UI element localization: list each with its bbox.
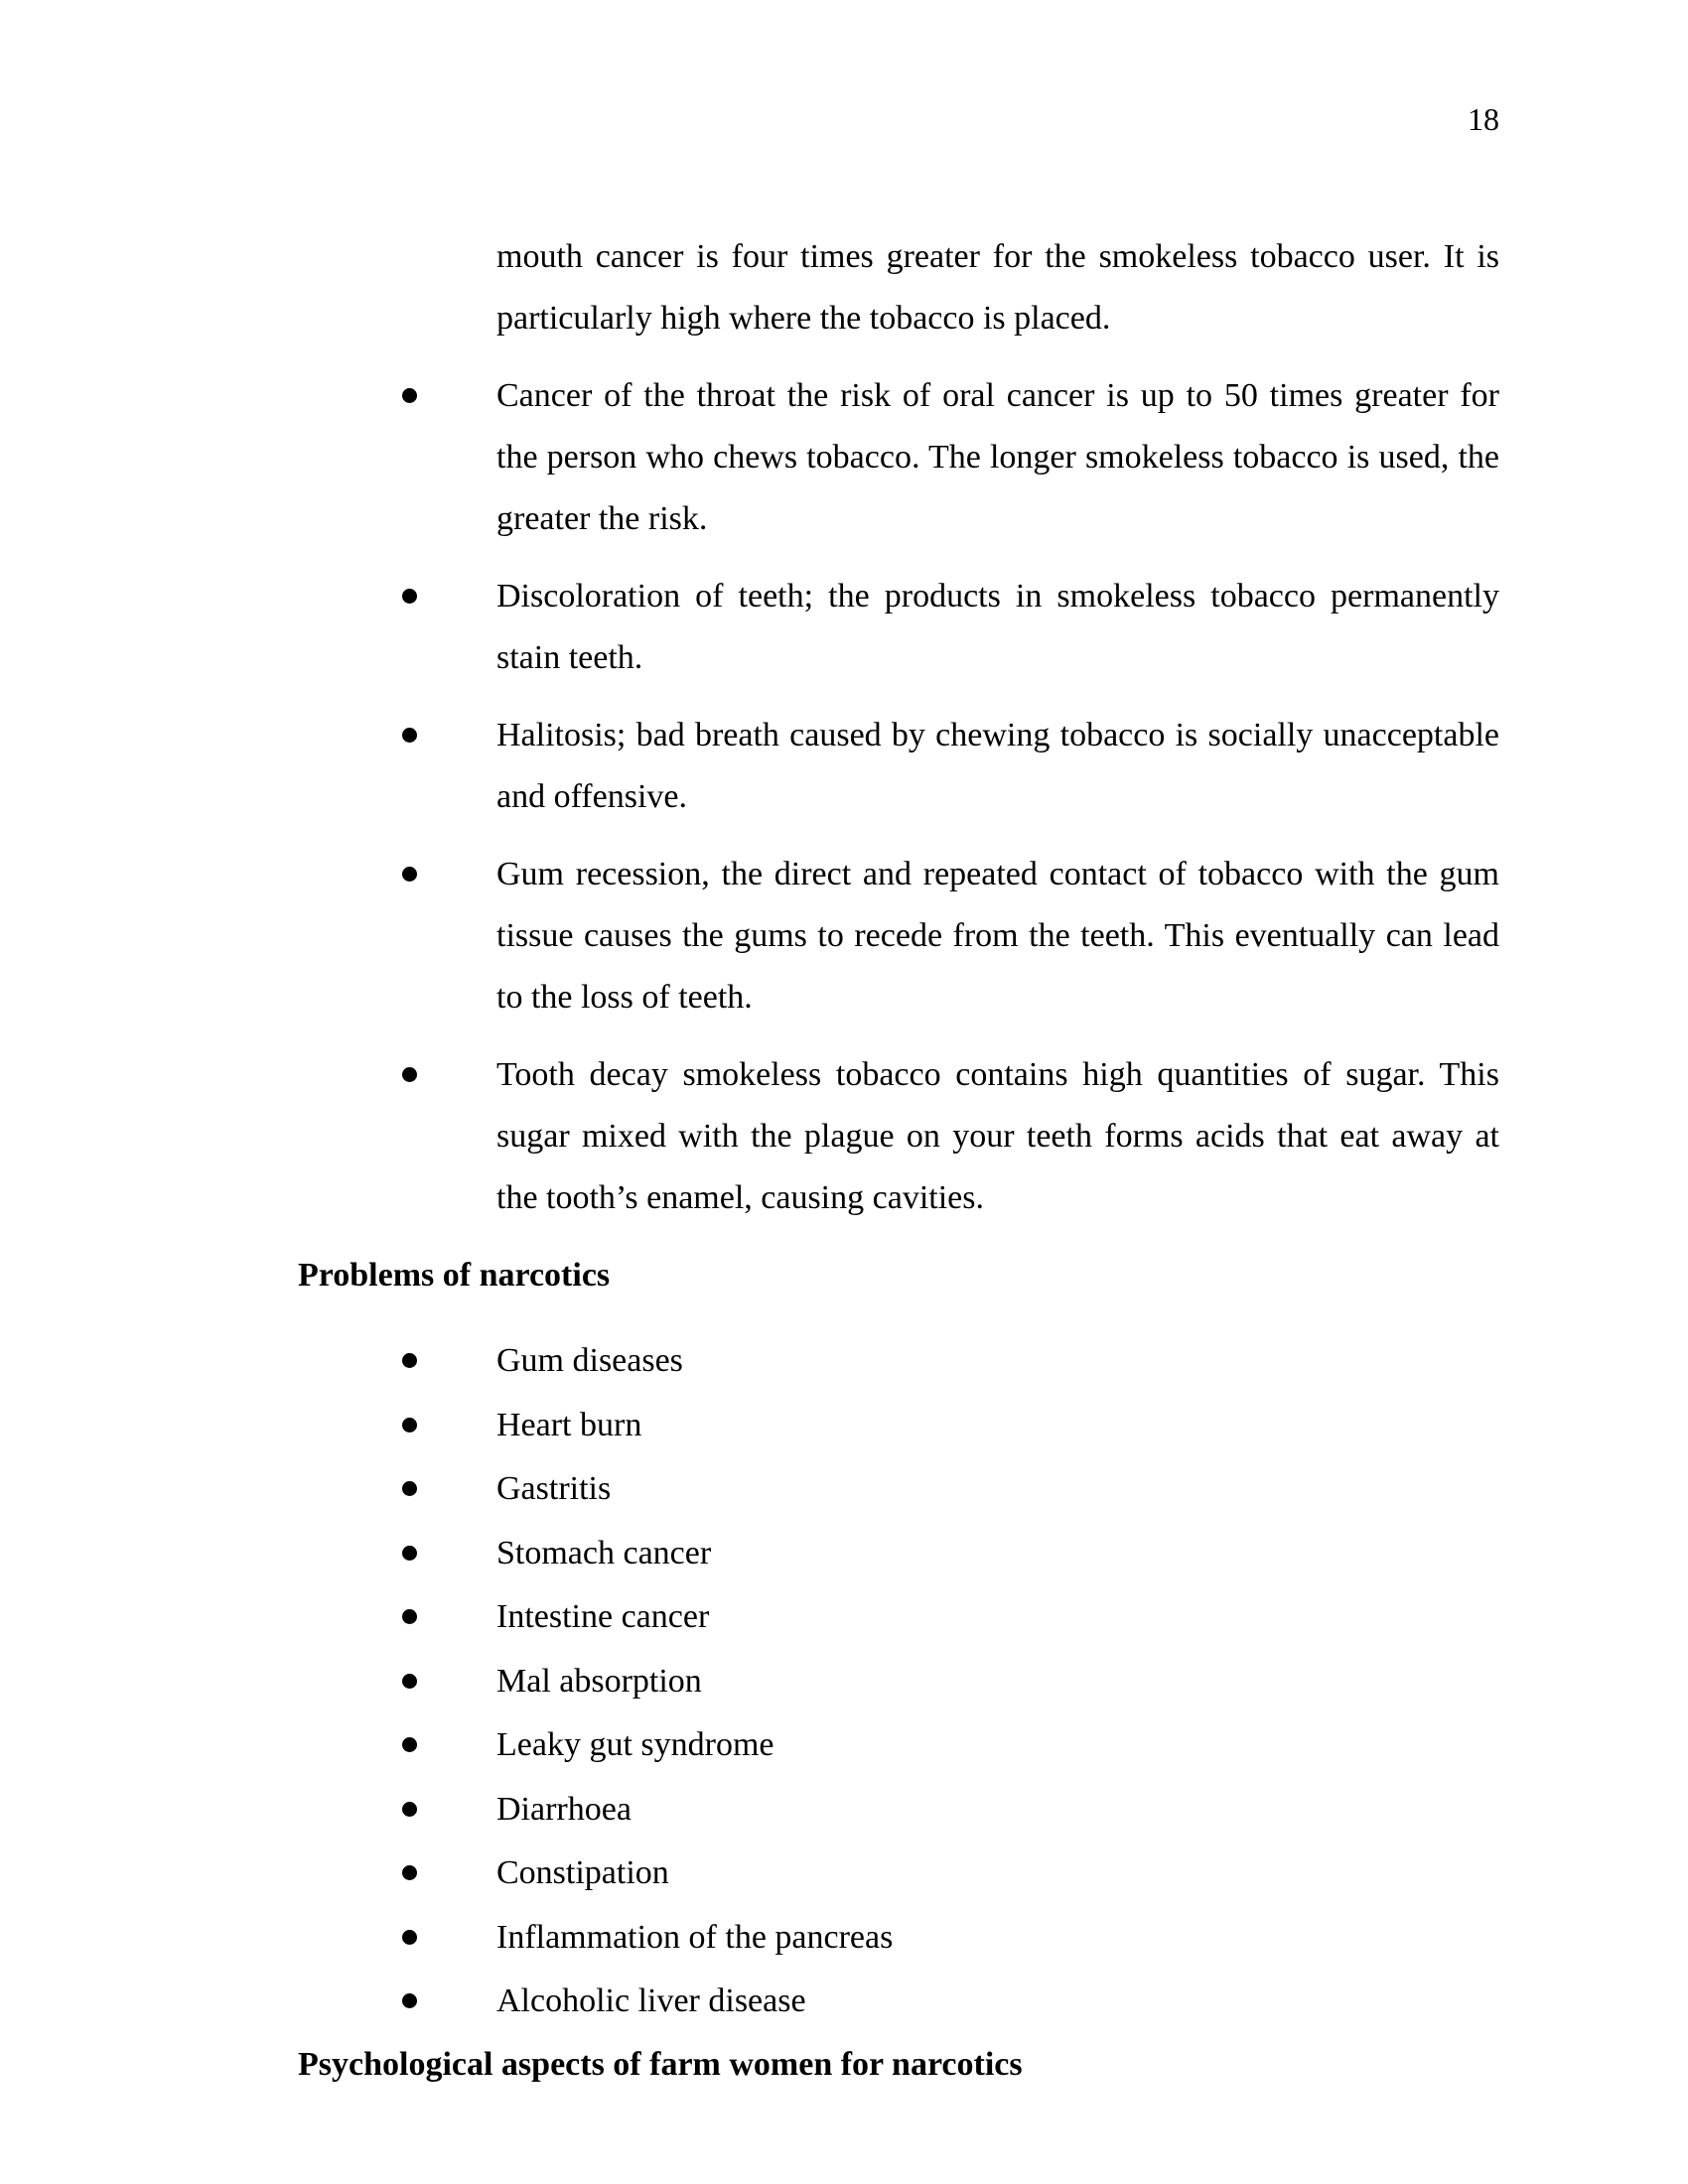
list-item-text: Constipation [496,1854,669,1891]
list-item-text: Discoloration of teeth; the products in smokeless tobacco permanently stain teeth. [496,578,1499,676]
bullet-icon [402,1329,422,1394]
list-item-text: Intestine cancer [496,1598,710,1635]
bullet-icon [402,1394,422,1458]
section-heading-narcotics: Problems of narcotics [298,1257,611,1294]
tobacco-effects-list [298,365,1499,1229]
list-item-text: Inflammation of the pancreas [496,1918,894,1956]
list-item [298,1906,1499,1971]
bullet-icon [402,1906,422,1971]
continuation-paragraph: mouth cancer is four times greater for the smokeless tobacco user. It is particularly high where the tobacco is placed. [496,238,1499,337]
page-content [298,226,1499,2096]
list-item-text: Diarrhoea [496,1790,632,1828]
list-item-text: Heart burn [496,1406,642,1443]
list-item [298,1778,1499,1843]
list-item [298,1044,1499,1229]
list-item [298,705,1499,828]
list-item [298,1842,1499,1906]
list-item [298,1394,1499,1458]
list-item [298,1970,1499,2034]
list-item [298,1650,1499,1714]
bullet-icon [402,1457,422,1522]
section-heading-psychological: Psychological aspects of farm women for narcotics [298,2045,1023,2083]
bullet-icon [402,1044,422,1106]
list-item-text: Stomach cancer [496,1534,712,1571]
bullet-icon [402,1778,422,1843]
list-item-text: Tooth decay smokeless tobacco contains high quantities of sugar. This sugar mixed with the plague on your teeth forms acids that eat away at the tooth’s enamel, causing cavities. [496,1056,1499,1216]
bullet-icon [402,566,422,627]
list-item [298,566,1499,689]
list-item-text: Gastritis [496,1470,612,1507]
list-item [298,1522,1499,1586]
list-item-text: Mal absorption [496,1662,702,1700]
list-item-text: Cancer of the throat the risk of oral cancer is up to 50 times greater for the person who chews tobacco. The longer smokeless tobacco is used, the greater the risk. [496,377,1499,537]
list-item-text: Halitosis; bad breath caused by chewing tobacco is socially unacceptable and offensive. [496,717,1499,815]
bullet-icon [402,705,422,766]
list-item-text: Alcoholic liver disease [496,1982,806,2019]
bullet-icon [402,1585,422,1650]
list-item [298,844,1499,1028]
bullet-icon [402,1842,422,1906]
list-item [298,365,1499,550]
bullet-icon [402,1713,422,1778]
list-item [298,1585,1499,1650]
bullet-icon [402,1970,422,2034]
bullet-icon [402,365,422,427]
list-item [298,1713,1499,1778]
list-item [298,1329,1499,1394]
bullet-icon [402,844,422,905]
bullet-icon [402,1522,422,1586]
bullet-icon [402,1650,422,1714]
list-item-text: Gum recession, the direct and repeated contact of tobacco with the gum tissue causes the gums to recede from the teeth. This eventually can lead to the loss of teeth. [496,856,1499,1016]
list-item-text: Leaky gut syndrome [496,1726,774,1763]
page-number: 18 [1468,101,1499,137]
narcotics-problems-list [298,1329,1499,2034]
list-item-text: Gum diseases [496,1342,683,1379]
list-item [298,1457,1499,1522]
